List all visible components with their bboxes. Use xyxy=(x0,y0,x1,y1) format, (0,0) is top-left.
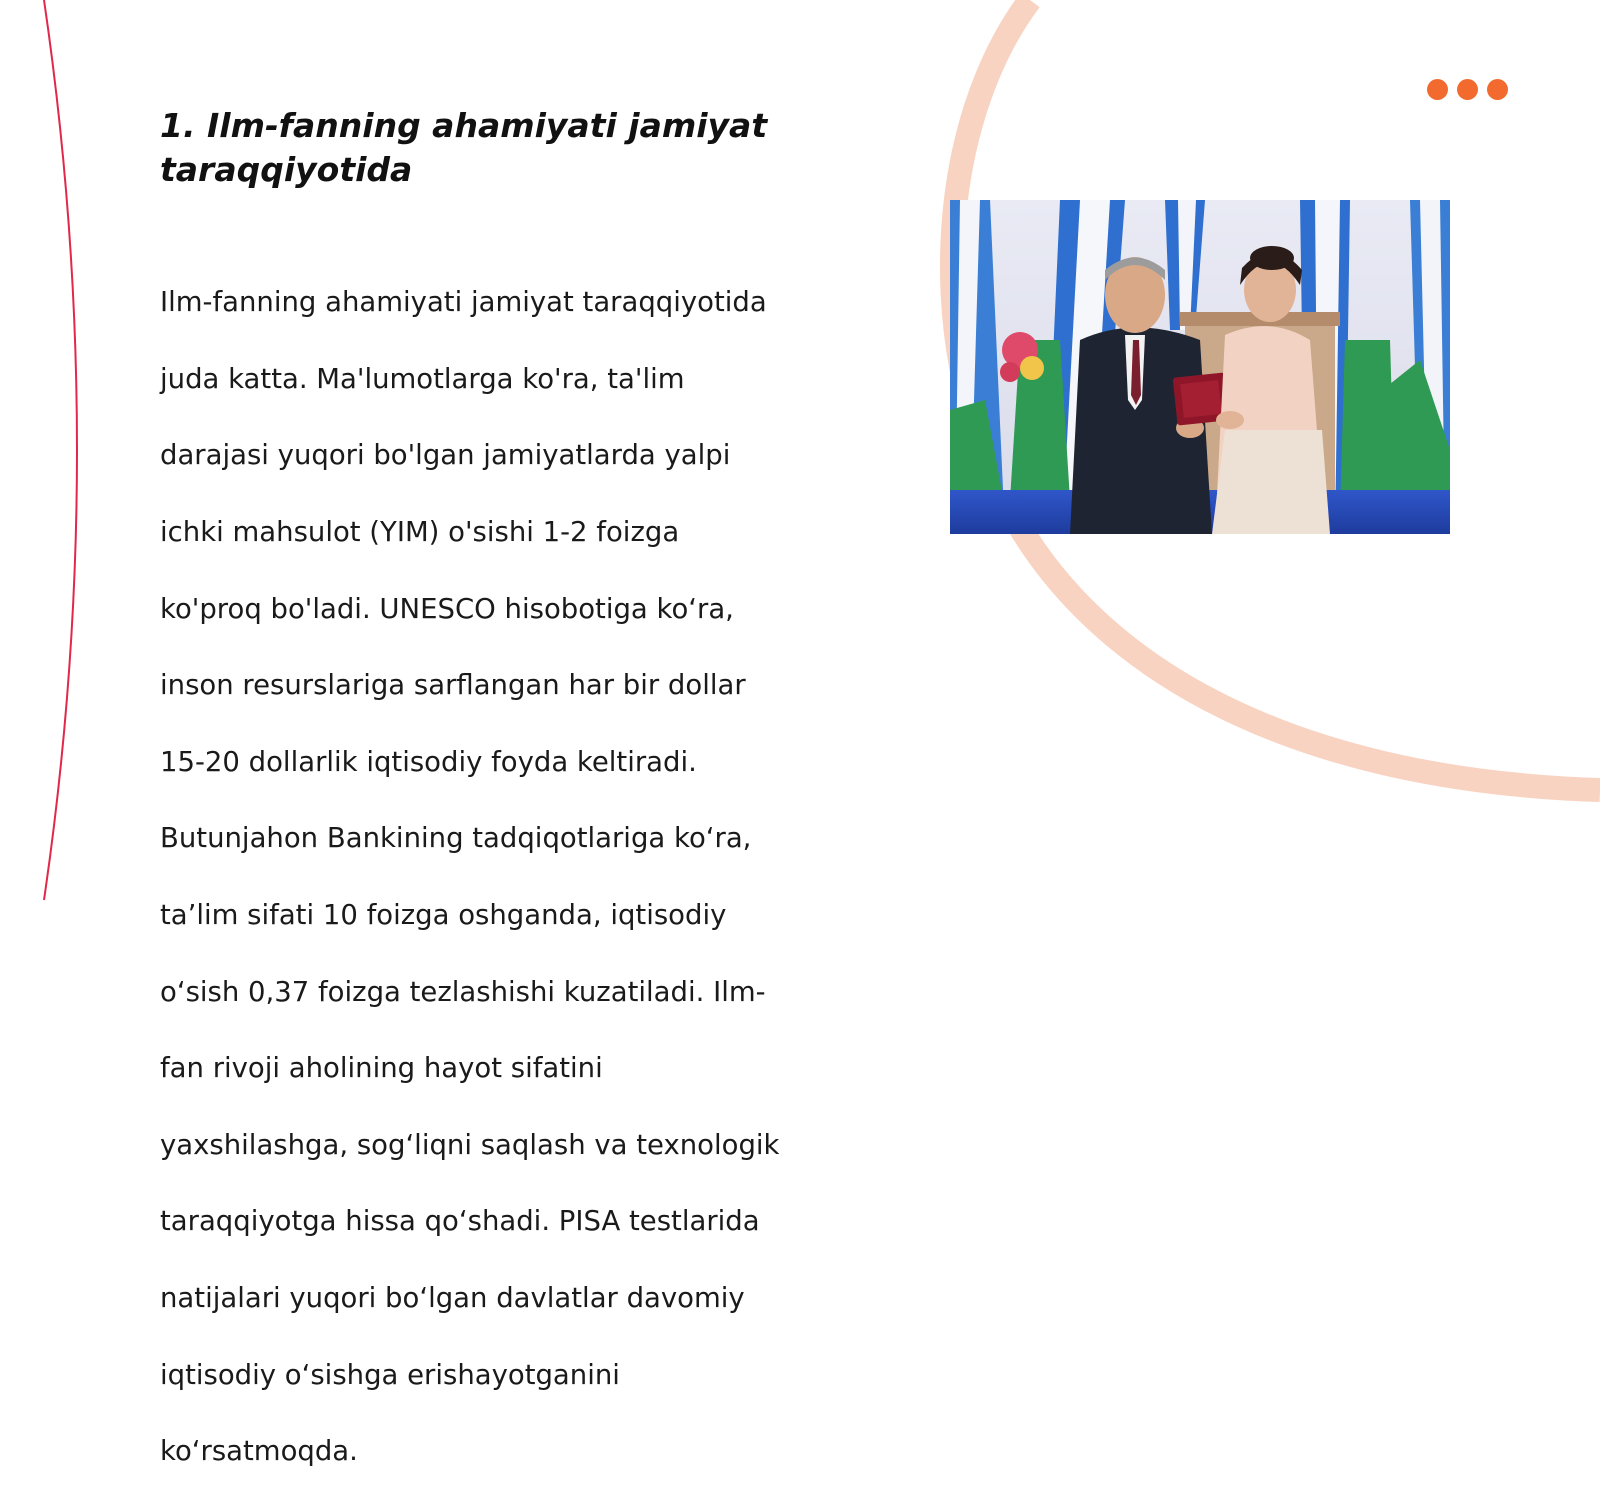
body-line: Ilm-fanning ahamiyati jamiyat taraqqiyotida xyxy=(160,286,767,319)
body-line: inson resurslariga sarflangan har bir dollar xyxy=(160,669,746,702)
body-line: natijalari yuqori bo‘lgan davlatlar davomiy xyxy=(160,1282,745,1315)
body-line: iqtisodiy o‘sishga erishayotganini xyxy=(160,1358,620,1391)
slide-body xyxy=(160,245,840,1509)
body-line: darajasi yuqori bo'lgan jamiyatlarda yalpi xyxy=(160,439,731,472)
left-curve-line xyxy=(44,0,77,900)
slide-title xyxy=(160,104,800,192)
decorative-dots xyxy=(1427,79,1511,101)
body-line: taraqqiyotga hissa qo‘shadi. PISA testlarida xyxy=(160,1205,760,1238)
body-line: ko‘rsatmoqda. xyxy=(160,1435,358,1468)
dot-icon xyxy=(1487,79,1508,100)
body-line: juda katta. Ma'lumotlarga ko'ra, ta'lim xyxy=(160,362,685,395)
body-line: fan rivoji aholining hayot sifatini xyxy=(160,1052,603,1085)
body-line: o‘sish 0,37 foizga tezlashishi kuzatiladi. Ilm- xyxy=(160,975,766,1008)
body-line: ko'proq bo'ladi. UNESCO hisobotiga ko‘ra, xyxy=(160,592,734,625)
body-line: ta’lim sifati 10 foizga oshganda, iqtisodiy xyxy=(160,899,727,932)
body-line: Butunjahon Bankining tadqiqotlariga ko‘ra, xyxy=(160,822,752,855)
dot-icon xyxy=(1427,79,1448,100)
dot-icon xyxy=(1457,79,1478,100)
body-line: yaxshilashga, sog‘liqni saqlash va texnologik xyxy=(160,1128,780,1161)
award-ceremony-photo xyxy=(950,200,1450,534)
slide-title-text: 1. Ilm-fanning ahamiyati jamiyat taraqqiyotida xyxy=(160,106,768,189)
photo-illustration xyxy=(950,200,1450,534)
body-line: ichki mahsulot (YIM) o'sishi 1-2 foizga xyxy=(160,516,680,549)
body-line: 15-20 dollarlik iqtisodiy foyda keltiradi. xyxy=(160,745,697,778)
